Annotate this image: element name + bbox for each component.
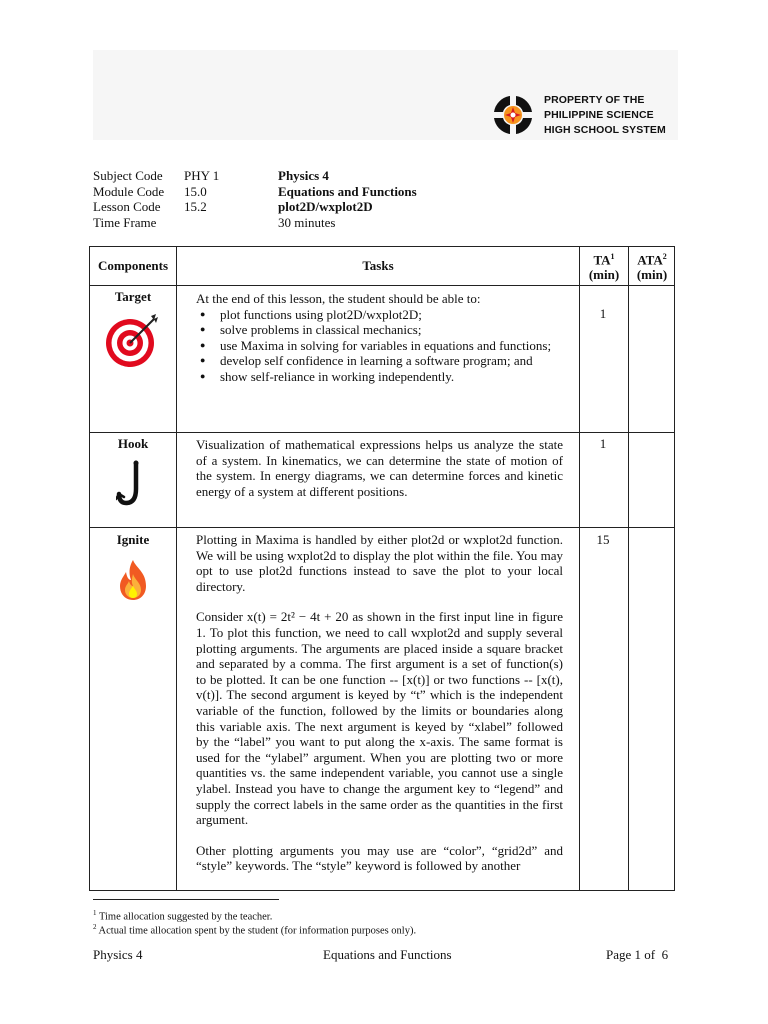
ignite-paragraph: Plotting in Maxima is handled by either plot2d or wxplot2d function. We will be using wxplot2d to display the plot within the file. You may opt to use plot2d functions instead to save the plot to your local directory. — [196, 532, 563, 594]
row-divider — [90, 432, 674, 433]
header-ata — [629, 247, 675, 285]
ta-target: 1 — [599, 306, 607, 321]
meta-value: 30 minutes — [278, 214, 336, 230]
component-hook: Hook — [117, 436, 149, 451]
footnote-text: Time allocation suggested by the teacher. — [98, 911, 273, 923]
header-tasks: Tasks — [362, 258, 394, 273]
pshs-logo — [490, 90, 690, 138]
target-icon — [104, 313, 160, 369]
ignite-text — [196, 532, 563, 874]
lesson-table — [89, 246, 675, 891]
objective-item: ● use Maxima in solving for variables in equations and functions; — [196, 338, 563, 354]
footnote-number: 1 — [93, 909, 97, 917]
ignite-paragraph: Consider x(t) = 2t² − 4t + 20 as shown in the first input line in figure 1. To plot this function, we need to call wxplot2d and supply several plotting arguments. The arguments are placed inside a square bracket and separated by a comma. The first argument is a set of function(s) to be plotted. It can be one function -- [x(t)] or two functions -- [x(t), v(t)]. The second argument is keyed by “t” which is the independent variable of the function, followed by the limits or boundaries along this variable axis. The next argument is keyed by “xlabel” followed by the “label” you want to put along the x-axis. The same format is used for the “ylabel” argument. When you are plotting two or more quantities vs. the same independent variable, you cannot use a single ylabel. Instead you have to change the argument key to “legend” and supply the correct labels in the same order as the quantities in the first argument. — [196, 609, 563, 828]
header-ata-unit: (min) — [636, 266, 668, 282]
header-ta — [580, 247, 628, 285]
footnote-ref: 2 — [662, 252, 667, 262]
meta-value: Equations and Functions — [278, 183, 417, 199]
meta-label: Module Code — [93, 183, 165, 199]
footnote-text: Actual time allocation spent by the student (for information purposes only). — [98, 925, 417, 937]
logo-line: PHILIPPINE SCIENCE — [544, 109, 654, 121]
header-ata-label: ATA — [637, 252, 663, 268]
footnote-number: 2 — [93, 923, 97, 931]
meta-label: Lesson Code — [93, 199, 161, 214]
objective-item: ● develop self confidence in learning a software program; and — [196, 353, 563, 369]
column-divider — [628, 247, 629, 890]
footnote-rule — [93, 899, 279, 900]
meta-label: Subject Code — [93, 168, 163, 183]
logo-text — [544, 93, 666, 138]
header-ta-unit: (min) — [588, 266, 620, 282]
target-tasks — [196, 291, 563, 385]
fire-icon — [116, 558, 150, 602]
header-components: Components — [97, 258, 169, 273]
hook-icon — [116, 459, 148, 509]
logo-line: PROPERTY OF THE — [544, 94, 645, 106]
hook-text: Visualization of mathematical expressions helps us analyze the state of a system. In kinematics, we can determine the state of motion of the system. In energy diagrams, we can determine forces and kinetic energy of a system at different positions. — [196, 437, 563, 499]
column-divider — [579, 247, 580, 890]
meta-label: Time Frame — [93, 214, 157, 230]
objective-list — [196, 307, 563, 385]
meta-code: PHY 1 — [184, 168, 220, 183]
footer-page-number: Page 1 of 6 — [606, 947, 669, 962]
meta-code: 15.0 — [184, 183, 207, 199]
meta-value: Physics 4 — [278, 168, 329, 183]
meta-code: 15.2 — [184, 199, 207, 214]
objective-item: ● plot functions using plot2D/wxplot2D; — [196, 307, 563, 323]
objective-item: ● solve problems in classical mechanics; — [196, 322, 563, 338]
header-ta-label: TA — [593, 252, 611, 268]
ta-ignite: 15 — [596, 532, 610, 547]
component-target: Target — [114, 289, 152, 304]
row-divider — [90, 285, 674, 286]
column-divider — [176, 247, 177, 890]
footer-subject: Physics 4 — [93, 947, 143, 962]
meta-value: plot2D/wxplot2D — [278, 199, 373, 214]
footer-title: Equations and Functions — [323, 947, 452, 962]
logo-line: HIGH SCHOOL SYSTEM — [544, 124, 666, 136]
objective-item: ● show self-reliance in working independently. — [196, 369, 563, 385]
ignite-paragraph: Other plotting arguments you may use are “color”, “grid2d” and “style” keywords. The “style” keyword is followed by another — [196, 842, 563, 874]
component-ignite: Ignite — [116, 532, 150, 547]
footnote — [93, 921, 416, 938]
ta-hook: 1 — [599, 436, 607, 451]
target-intro: At the end of this lesson, the student should be able to: — [196, 291, 481, 306]
row-divider — [90, 527, 674, 528]
pshs-logo-icon — [490, 92, 536, 138]
footnote-ref: 1 — [610, 252, 615, 262]
